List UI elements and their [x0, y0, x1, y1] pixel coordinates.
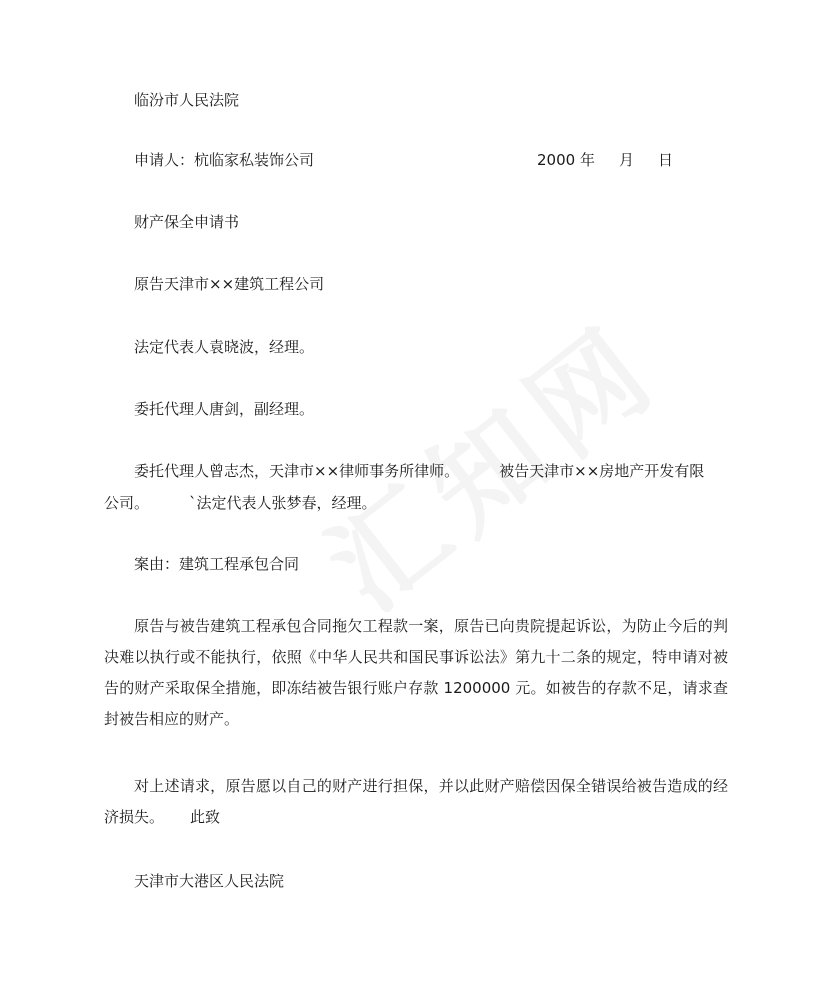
- document-title: 财产保全申请书: [134, 213, 240, 231]
- cause-line: 案由：建筑工程承包合同: [134, 555, 300, 573]
- date-day: 日: [658, 151, 674, 169]
- date-year: 2000 年: [537, 151, 595, 169]
- closing-text: 此致: [190, 808, 221, 826]
- guarantee-paragraph: [104, 771, 728, 833]
- legal-representative-line: 法定代表人袁晓波，经理。: [134, 338, 315, 356]
- defendant-text: 被告天津市××房地产开发有限: [499, 462, 705, 480]
- date-month: 月: [619, 151, 635, 169]
- plaintiff-line: 原告天津市××建筑工程公司: [134, 275, 325, 293]
- court-name-bottom: 天津市大港区人民法院: [134, 872, 285, 890]
- court-name-top: 临汾市人民法院: [134, 91, 240, 109]
- agent-line-1: 委托代理人唐剑，副经理。: [134, 400, 315, 418]
- defendant-legal-rep: `法定代表人张梦春，经理。: [189, 494, 377, 512]
- defendant-line-cont: [104, 493, 377, 513]
- agent-line-2: [134, 461, 704, 481]
- applicant-line: 申请人：杭临家私装饰公司: [134, 151, 315, 169]
- defendant-company-end: 公司。: [104, 494, 150, 512]
- agent-2-text: 委托代理人曾志杰，天津市××律师事务所律师。: [134, 462, 460, 480]
- guarantee-text: 对上述请求，原告愿以自己的财产进行担保，并以此财产赔偿因保全错误给被告造成的经济损失。: [104, 777, 728, 826]
- request-paragraph: 原告与被告建筑工程承包合同拖欠工程款一案，原告已向贵院提起诉讼，为防止今后的判决难以执行或不能执行，依照《中华人民共和国民事诉讼法》第九十二条的规定，特申请对被告的财产采取保全措施，即冻结被告银行账户存款 1200000 元。如被告的存款不足，请求查封被告相应的财产。: [104, 617, 728, 728]
